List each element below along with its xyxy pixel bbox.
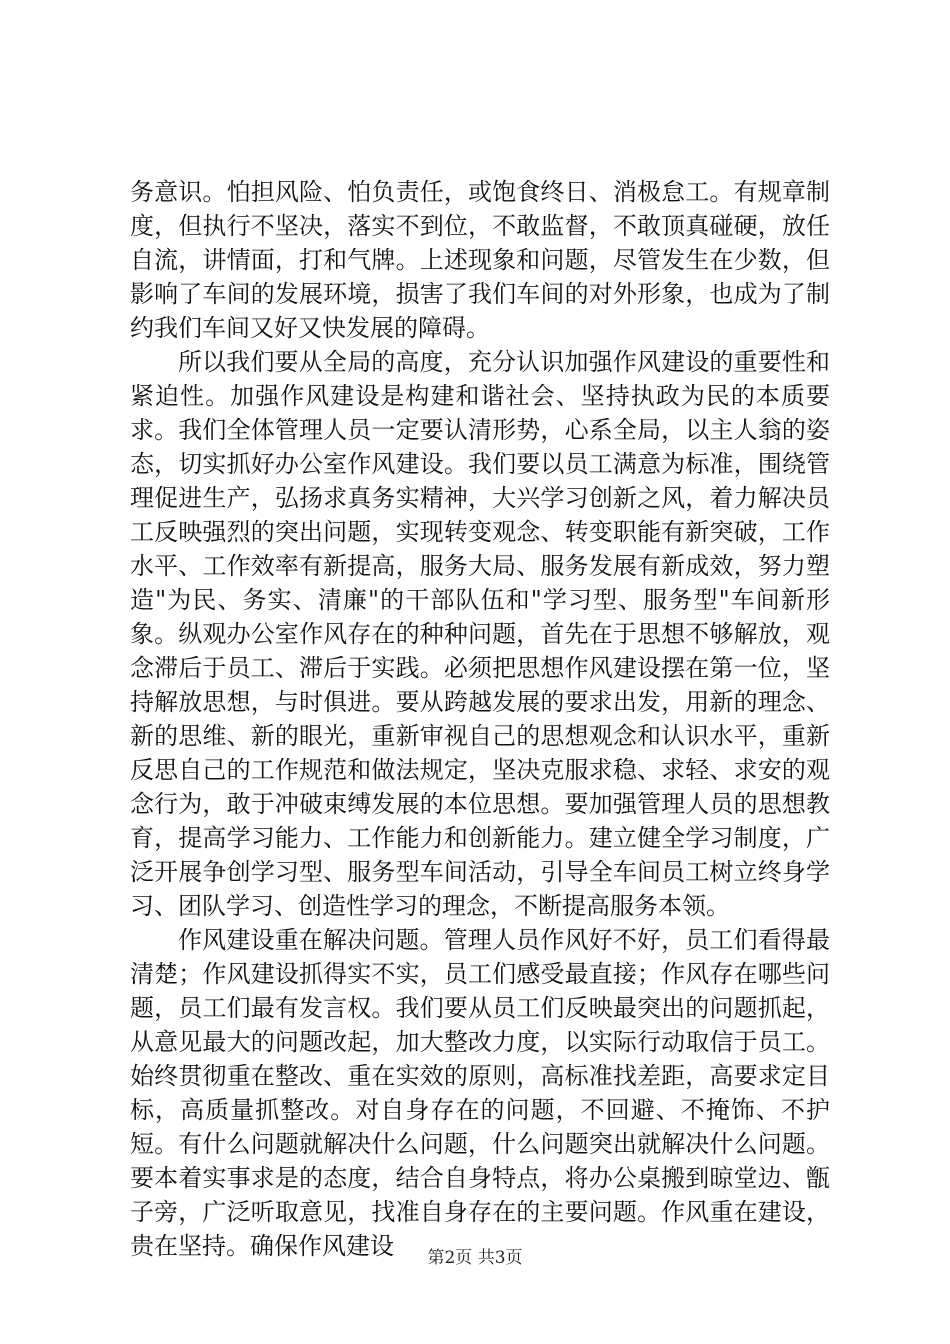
paragraph-2: 所以我们要从全局的高度，充分认识加强作风建设的重要性和紧迫性。加强作风建设是构建和谐社会、坚持执政为民的本质要求。我们全体管理人员一定要认清形势，心系全局，以主人翁的姿态，切实抓好办公室作风建设。我们要以员工满意为标准，围绕管理促进生产，弘扬求真务实精神，大兴学习创新之风，着力解决员工反映强烈的突出问题，实现转变观念、转变职能有新突破，工作水平、工作效率有新提高，服务大局、服务发展有新成效，努力塑造"为民、务实、清廉"的干部队伍和"学习型、服务型"车间新形象。纵观办公室作风存在的种种问题，首先在于思想不够解放，观念滞后于员工、滞后于实践。必须把思想作风建设摆在第一位，坚持解放思想，与时俱进。要从跨越发展的要求出发，用新的理念、新的思维、新的眼光，重新审视自己的思想观念和认识水平，重新反思自己的工作规范和做法规定，坚决克服求稳、求轻、求安的观念行为，敢于冲破束缚发展的本位思想。要加强管理人员的思想教育，提高学习能力、工作能力和创新能力。建立健全学习制度，广泛开展争创学习型、服务型车间活动，引导全车间员工树立终身学习、团队学习、创造性学习的理念，不断提高服务本领。: [130, 348, 830, 920]
paragraph-3: 作风建设重在解决问题。管理人员作风好不好，员工们看得最清楚；作风建设抓得实不实，员工们感受最直接；作风存在哪些问题，员工们最有发言权。我们要从员工们反映最突出的问题抓起，从意见最大的问题改起，加大整改力度，以实际行动取信于员工。始终贯彻重在整改、重在实效的原则，高标准找差距，高要求定目标，高质量抓整改。对自身存在的问题，不回避、不掩饰、不护短。有什么问题就解决什么问题，什么问题突出就解决什么问题。要本着实事求是的态度，结合自身特点，将办公桌搬到晾堂边、甑子旁，广泛听取意见，找准自身存在的主要问题。作风重在建设，贵在坚持。确保作风建设: [130, 926, 830, 1260]
document-body: [130, 175, 830, 1263]
page-number-footer: 第2页 共3页: [427, 1248, 523, 1268]
paragraph-1: 务意识。怕担风险、怕负责任，或饱食终日、消极怠工。有规章制度，但执行不坚决，落实不到位，不敢监督，不敢顶真碰硬，放任自流，讲情面，打和气牌。上述现象和问题，尽管发生在少数，但影响了车间的发展环境，损害了我们车间的对外形象，也成为了制约我们车间又好又快发展的障碍。: [130, 178, 830, 342]
